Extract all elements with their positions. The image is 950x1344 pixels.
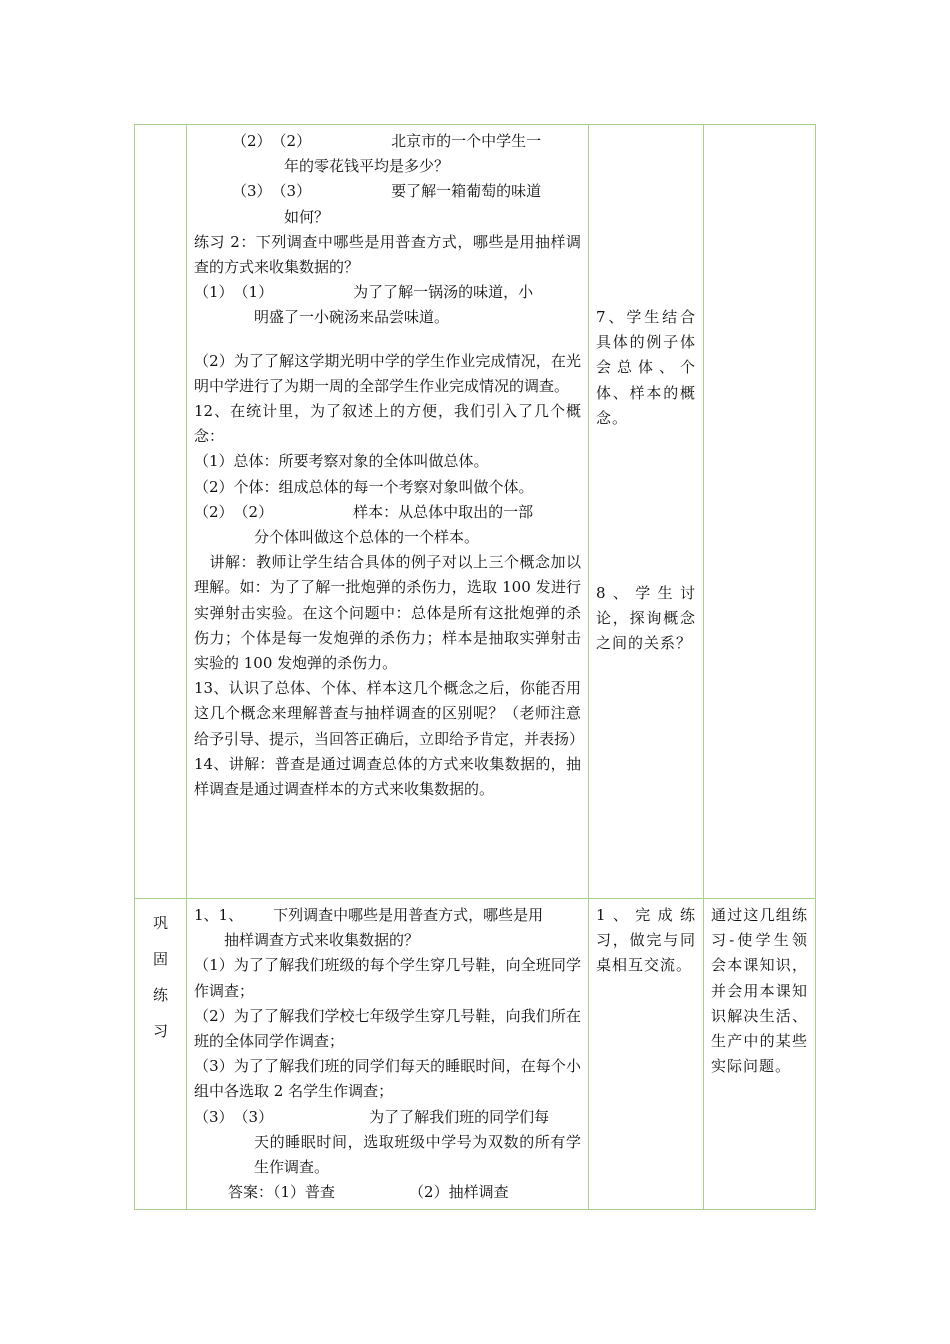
teaching-content-cell bbox=[187, 125, 589, 899]
item-number: （3） （3） bbox=[194, 1107, 274, 1126]
student-activity-cell bbox=[589, 899, 704, 1210]
stage-cell bbox=[135, 125, 187, 899]
question-text: 北京市的一个中学生一 bbox=[391, 132, 542, 150]
explanation-paragraph: 讲解：教师让学生结合具体的例子对以上三个概念加以理解。如：为了了解一批炮弹的杀伤力，选取 100 发进行实弹射击实验。在这个问题中：总体是所有这批炮弹的杀伤力；个体是每一发炮弹的杀伤力；样本是抽取实弹射击实验的 100 发炮弹的杀伤力。 bbox=[194, 553, 581, 673]
answer-label: 答案：（1）普查 bbox=[228, 1183, 336, 1202]
question-text: 要了解一箱葡萄的味道 bbox=[391, 182, 542, 201]
item-number: （3） （3） bbox=[232, 182, 312, 201]
exercise-item-2: （2）为了了解我们学校七年级学生穿几号鞋，向我们所在班的全体同学作调查； bbox=[194, 1006, 581, 1051]
item-number: （1） （1） bbox=[194, 283, 274, 302]
purpose-text: 通过这几组练习-使学生领会本课知识，并会用本课知识解决生活、生产中的某些实际问题。 bbox=[711, 906, 808, 1076]
concept-sample-cont: 分个体叫做这个总体的一个样本。 bbox=[254, 528, 480, 547]
lesson-plan-table bbox=[134, 124, 816, 1210]
teaching-content-cell bbox=[187, 899, 589, 1210]
question-text: 明盛了一小碗汤来品尝味道。 bbox=[254, 308, 450, 327]
purpose-cell bbox=[704, 125, 816, 899]
paragraph-12: 12、在统计里，为了叙述上的方便，我们引入了几个概念： bbox=[194, 402, 581, 446]
purpose-cell bbox=[704, 899, 816, 1210]
concept-individual: （2）个体：组成总体的每一个考察对象叫做个体。 bbox=[194, 477, 534, 496]
item-number: 1、1、 bbox=[194, 906, 244, 924]
student-activity-8: 8、学生讨论，探询概念之间的关系？ bbox=[596, 584, 696, 653]
table-row bbox=[135, 125, 816, 899]
table-row bbox=[135, 899, 816, 1210]
answer-2: （2）抽样调查 bbox=[409, 1183, 509, 1202]
question-text: 年的零花钱平均是多少？ bbox=[284, 157, 450, 176]
exercise-item-4: 天的睡眠时间，选取班级中学号为双数的所有学生作调查。 bbox=[254, 1132, 581, 1177]
exercise-2-title: 练习 2：下列调查中哪些是用普查方式，哪些是用抽样调查的方式来收集数据的？ bbox=[194, 232, 581, 277]
exercise-item-3: （3）为了了解我们班的同学们每天的睡眠时间，在每个小组中各选取 2 名学生作调查； bbox=[194, 1057, 581, 1101]
exercise-item-1: （1）为了了解我们班级的每个学生穿几号鞋，向全班同学作调查； bbox=[194, 956, 581, 1000]
question-text: 如何？ bbox=[284, 207, 330, 226]
student-activity-1: 1、完成练习，做完与同桌相互交流。 bbox=[596, 906, 696, 975]
item-number: （2） （2） bbox=[232, 132, 312, 150]
student-activity-7: 7、学生结合具体的例子体会总体、个体、样本的概念。 bbox=[596, 308, 696, 427]
question-text: 为了了解一锅汤的味道，小 bbox=[353, 283, 534, 302]
question-text: 下列调查中哪些是用普查方式，哪些是用 bbox=[273, 906, 544, 924]
concept-sample: 样本：从总体中取出的一部 bbox=[353, 502, 534, 521]
paragraph-13: 13、认识了总体、个体、样本这几个概念之后，你能否用这几个概念来理解普查与抽样调查的区别呢？（老师注意给予引导、提示，当回答正确后，立即给予肯定，并表扬） bbox=[194, 679, 585, 748]
student-activity-cell bbox=[589, 125, 704, 899]
exercise-2-item-2: （2）为了了解这学期光明中学的学生作业完成情况，在光明中学进行了为期一周的全部学生作业完成情况的调查。 bbox=[194, 351, 581, 395]
item-number: （2） （2） bbox=[194, 502, 274, 521]
question-text: 抽样调查方式来收集数据的？ bbox=[224, 931, 420, 950]
paragraph-14: 14、讲解：普查是通过调查总体的方式来收集数据的，抽样调查是通过调查样本的方式来收集数据的。 bbox=[194, 754, 581, 799]
concept-population: （1）总体：所要考察对象的全体叫做总体。 bbox=[194, 452, 489, 471]
stage-label-consolidation: 巩 固 练 习 bbox=[135, 899, 187, 1210]
question-text: 为了了解我们班的同学们每 bbox=[369, 1107, 550, 1126]
